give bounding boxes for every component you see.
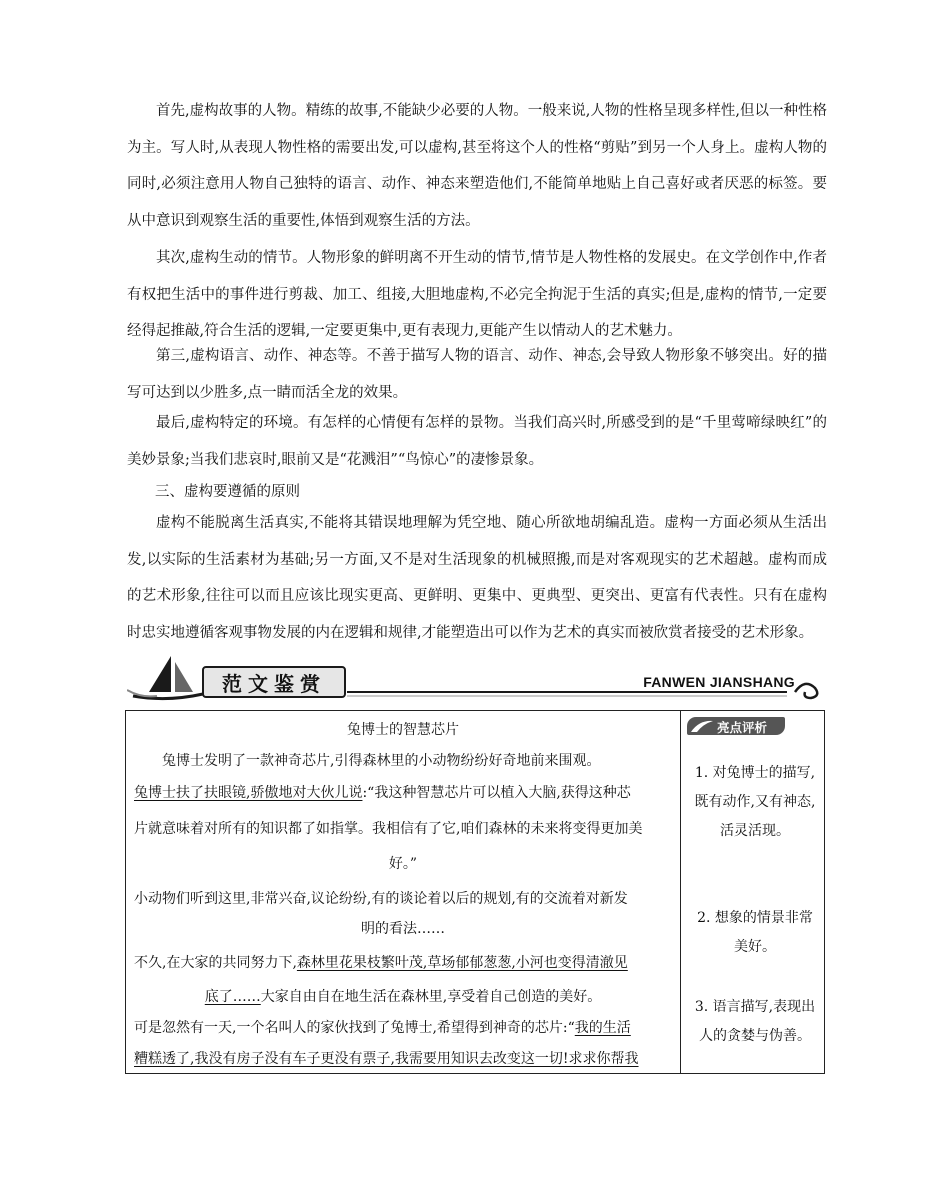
essay-line <box>134 783 672 803</box>
comment-column <box>681 711 825 1073</box>
essay-title: 兔博士的智慧芯片 <box>347 722 459 738</box>
essay-line: 好。” <box>388 856 418 872</box>
highlight-badge <box>687 717 785 735</box>
underlined-text: 糟糕透了,我没有房子没有车子更没有票子,我需要用知识去改变这一切!求求你帮我 <box>134 1051 639 1067</box>
body-paragraph-3: 第三,虚构语言、动作、神态等。不善于描写人物的语言、动作、神态,会导致人物形象不够突出。好的描写可达到以少胜多,点一睛而活全龙的效果。 <box>127 348 827 401</box>
essay-paragraph-1: 兔博士发明了一款神奇芯片,引得森林里的小动物纷纷好奇地前来围观。 <box>162 753 601 769</box>
essay-line <box>134 1018 672 1038</box>
essay-text: 不久,在大家的共同努力下, <box>134 955 297 971</box>
essay-line: 片就意味着对所有的知识都了如指掌。我相信有了它,咱们森林的未来将变得更加美 <box>134 821 643 837</box>
underlined-text: 我的生活 <box>574 1020 631 1036</box>
banner-title: 范文鉴赏 <box>202 666 346 698</box>
banner-english-title: FANWEN JIANSHANG <box>643 674 795 690</box>
comment-2: 2. 想象的情景非常美好。 <box>697 910 813 955</box>
section-heading: 三、虚构要遵循的原则 <box>155 484 300 500</box>
essay-text: 可是忽然有一天,一个名叫人的家伙找到了兔博士,希望得到神奇的芯片:“ <box>134 1020 575 1036</box>
body-paragraph-4: 最后,虚构特定的环境。有怎样的心情便有怎样的景物。当我们高兴时,所感受到的是“千里莺啼绿映红”的美妙景象;当我们悲哀时,眼前又是“花溅泪”“鸟惊心”的凄惨景象。 <box>127 415 827 468</box>
essay-line: 小动物们听到这里,非常兴奋,议论纷纷,有的谈论着以后的规划,有的交流着对新发 <box>134 891 628 907</box>
essay-column <box>126 711 681 1073</box>
essay-text: :“我这种智慧芯片可以植入大脑,获得这种芯 <box>362 785 631 801</box>
underlined-text: 森林里花果枝繁叶茂,草场郁郁葱葱,小河也变得清澈见 <box>296 955 628 971</box>
body-paragraph-2: 其次,虚构生动的情节。人物形象的鲜明离不开生动的情节,情节是人物性格的发展史。在文学创作中,作者有权把生活中的事件进行剪裁、加工、组接,大胆地虚构,不必完全拘泥于生活的真实;但是,虚构的情节,一定要经得起推敲,符合生活的逻辑,一定要更集中,更有表现力,更能产生以情动人的艺术魅力。 <box>127 250 827 339</box>
essay-line <box>134 1049 672 1069</box>
essay-text: 大家自由自在地生活在森林里,享受着自己创造的美好。 <box>260 989 602 1005</box>
badge-label: 亮点评析 <box>717 720 768 735</box>
comment-1: 1. 对兔博士的描写,既有动作,又有神态,活灵活现。 <box>694 765 816 839</box>
underlined-text: 底了…… <box>204 989 261 1005</box>
essay-line: 明的看法…… <box>361 921 445 937</box>
section-banner <box>127 652 827 702</box>
essay-table <box>125 710 825 1074</box>
comment-3: 3. 语言描写,表现出人的贪婪与伪善。 <box>694 999 816 1044</box>
quill-icon <box>689 718 715 734</box>
essay-line <box>134 987 672 1007</box>
body-paragraph-5: 虚构不能脱离生活真实,不能将其错误地理解为凭空地、随心所欲地胡编乱造。虚构一方面必须从生活出发,以实际的生活素材为基础;另一方面,又不是对生活现象的机械照搬,而是对客观现实的艺术超越。虚构而成的艺术形象,往往可以而且应该比现实更高、更鲜明、更集中、更典型、更突出、更富有代表性。只有在虚构时忠实地遵循客观事物发展的内在逻辑和规律,才能塑造出可以作为艺术的真实而被欣赏者接受的艺术形象。 <box>127 515 827 641</box>
body-paragraph-1: 首先,虚构故事的人物。精练的故事,不能缺少必要的人物。一般来说,人物的性格呈现多样性,但以一种性格为主。写人时,从表现人物性格的需要出发,可以虚构,甚至将这个人的性格“剪贴”到另一个人身上。虚构人物的同时,必须注意用人物自己独特的语言、动作、神态来塑造他们,不能简单地贴上自己喜好或者厌恶的标签。要从中意识到观察生活的重要性,体悟到观察生活的方法。 <box>127 103 827 229</box>
essay-line <box>134 953 672 973</box>
underlined-text: 兔博士扶了扶眼镜,骄傲地对大伙儿说 <box>134 785 363 801</box>
